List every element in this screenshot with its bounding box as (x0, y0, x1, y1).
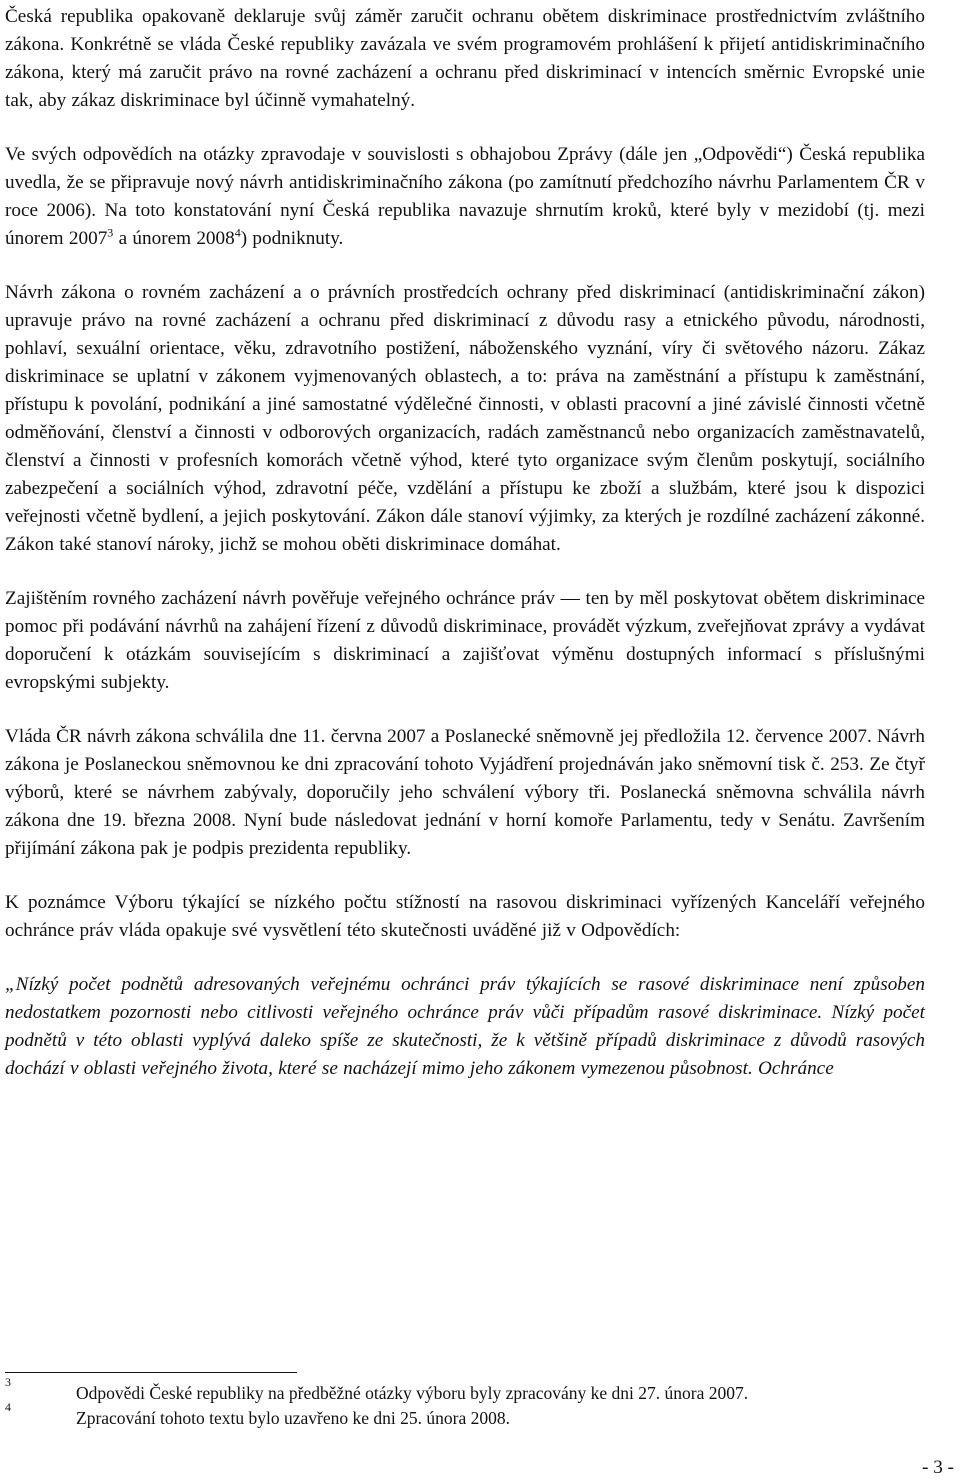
footnotes (5, 1375, 925, 1431)
paragraph-6 (5, 889, 925, 945)
text-run: Česká republika opakovaně deklaruje svůj záměr zaručit ochranu obětem diskriminace prostřednictvím zvláštního zákona. Konkrétně se vláda České republiky zavázala ve svém programovém prohlášení k přijetí antidiskriminačního zákona, který má zaručit právo na rovné zacházení a ochranu před diskriminací v intencích směrnic Evropské unie tak, aby zákaz diskriminace byl účinně vymahatelný. (5, 6, 925, 111)
footnote-text: Zpracování tohoto textu bylo uzavřeno ke dni 25. února 2008. (76, 1408, 510, 1428)
footnote-reference: 4 (234, 225, 241, 240)
page-number: - 3 - (922, 1457, 954, 1478)
text-run: Zajištěním rovného zacházení návrh pověřuje veřejného ochránce práv — ten by měl poskytovat obětem diskriminace pomoc při podávání návrhů na zahájení řízení z důvodů diskriminace, provádět výzkum, zveřejňovat zprávy a vydávat doporučení k otázkám souvisejícím s diskriminací a zajišťovat výměnu dostupných informací s příslušnými evropskými subjekty. (5, 588, 925, 693)
footnote-reference: 3 (107, 225, 114, 240)
footnote-number: 4 (5, 1400, 11, 1414)
text-run: Ve svých odpovědích na otázky zpravodaje v souvislosti s obhajobou Zprávy (dále jen „Odpovědi“) Česká republika uvedla, že se připravuje nový návrh antidiskriminačního zákona (po zamítnutí předchozího návrhu Parlamentem ČR v roce 2006). Na toto konstatování nyní Česká republika navazuje shrnutím kroků, které byly v mezidobí (tj. mezi únorem 2007 (5, 144, 925, 249)
paragraph-7-quote (5, 971, 925, 1083)
footnote-number: 3 (5, 1375, 11, 1389)
paragraph-4 (5, 585, 925, 697)
text-run: Vláda ČR návrh zákona schválila dne 11. června 2007 a Poslanecké sněmovně jej předložila 12. července 2007. Návrh zákona je Poslaneckou sněmovnou ke dni zpracování tohoto Vyjádření projednáván jako sněmovní tisk č. 253. Ze čtyř výborů, které se návrhem zabývaly, doporučily jeho schválení výbory tři. Poslanecká sněmovna schválila návrh zákona dne 19. března 2008. Nyní bude následovat jednání v horní komoře Parlamentu, tedy v Senátu. Završením přijímání zákona pak je podpis prezidenta republiky. (5, 726, 925, 859)
footnote-text: Odpovědi České republiky na předběžné otázky výboru byly zpracovány ke dni 27. února 2007. (76, 1383, 749, 1403)
paragraph-2 (5, 141, 925, 253)
footnote-separator (5, 1372, 297, 1373)
footnote-4 (5, 1400, 925, 1431)
document-body (5, 3, 925, 1083)
paragraph-1 (5, 3, 925, 115)
text-run: Návrh zákona o rovném zacházení a o právních prostředcích ochrany před diskriminací (antidiskriminační zákon) upravuje právo na rovné zacházení a ochranu před diskriminací z důvodu rasy a etnického původu, národnosti, pohlaví, sexuální orientace, věku, zdravotního postižení, náboženského vyznání, víry či světového názoru. Zákaz diskriminace se uplatní v zákonem vyjmenovaných oblastech, a to: práva na zaměstnání a přístupu k zaměstnání, přístupu k povolání, podnikání a jiné samostatné výdělečné činnosti, v oblasti pracovní a jiné závislé činnosti včetně odměňování, členství a činnosti v odborových organizacích, radách zaměstnanců nebo organizacích zaměstnavatelů, členství a činnosti v profesních komorách včetně výhod, které tyto organizace svým členům poskytují, sociálního zabezpečení a sociálních výhod, zdravotní péče, vzdělání a přístupu ke zboží a službám, které jsou k dispozici veřejnosti včetně bydlení, a jejich poskytování. Zákon dále stanoví výjimky, za kterých je rozdílné zacházení zákonné. Zákon také stanoví nároky, jichž se mohou oběti diskriminace domáhat. (5, 282, 925, 555)
text-run: ) podniknuty. (240, 228, 344, 249)
text-run: „Nízký počet podnětů adresovaných veřejnému ochránci práv týkajících se rasové diskriminace není způsoben nedostatkem pozornosti nebo citlivosti veřejného ochránce práv vůči případům rasové diskriminace. Nízký počet podnětů v této oblasti vyplývá daleko spíše ze skutečnosti, že k většině případů diskriminace z důvodů rasových dochází v oblasti veřejného života, které se nacházejí mimo jeho zákonem vymezenou působnost. Ochránce (5, 974, 925, 1079)
footnote-3 (5, 1375, 925, 1406)
paragraph-5 (5, 723, 925, 863)
paragraph-3 (5, 279, 925, 559)
text-run: K poznámce Výboru týkající se nízkého počtu stížností na rasovou diskriminaci vyřízených Kanceláří veřejného ochránce práv vláda opakuje své vysvětlení této skutečnosti uváděné již v Odpovědích: (5, 892, 925, 941)
text-run: a únorem 2008 (113, 228, 235, 249)
